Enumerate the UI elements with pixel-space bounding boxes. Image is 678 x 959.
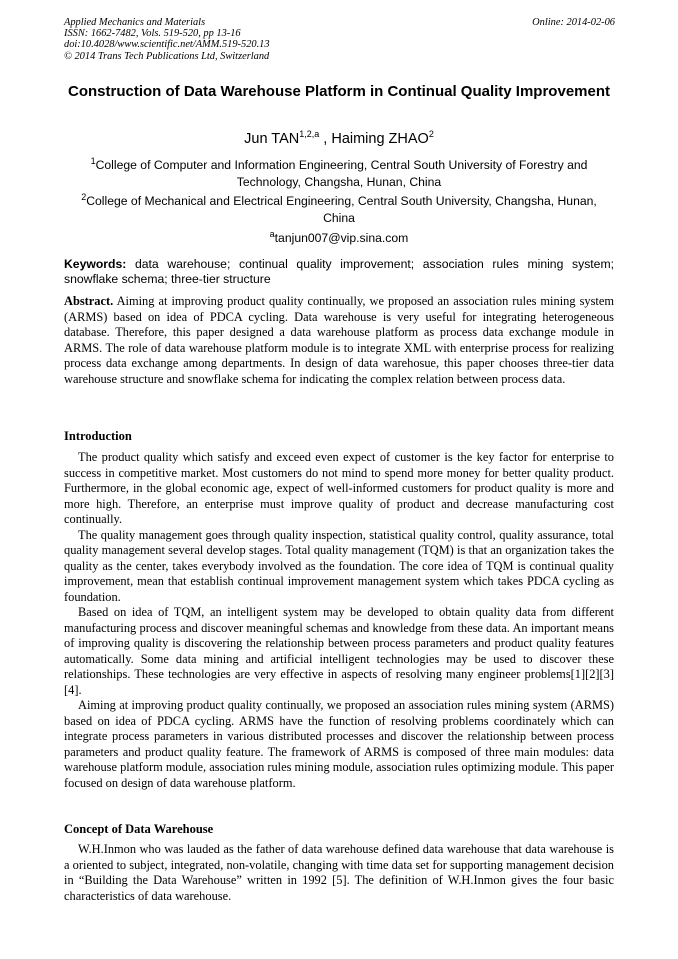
author-2-affiliation-marks: 2 [428,129,434,140]
author-1-affiliation-marks: 1,2,a [299,129,320,140]
intro-paragraph-3: Based on idea of TQM, an intelligent system may be developed to obtain quality data from different manufacturing process and discover meaningful schemas and knowledge from these data. An important means of improving quality is discovering the relationship between process parameters and product quality features automatically. Some data mining and artificial intelligent technologies may be used to discover these relationships. These technologies are very effective in aspects of resolving many engineer problems[1][2][3][4]. [64,605,614,697]
doi-line: doi:10.4028/www.scientific.net/AMM.519-520.13 [64,39,270,51]
author-email [64,230,614,246]
abstract-text: Aiming at improving product quality continually, we proposed an association rules mining system (ARMS) based on idea of PDCA cycling. Data warehouse is very useful for integrating heterogeneous database. Therefore, this paper designed a data warehouse platform as process data exchange module in ARMS. The role of data warehouse platform module is to integrate XML with enterprise process for realizing process data exchange among departments. In design of data warehosue, this paper chooses three-tier data warehouse structure and snowflake schema for indicating the complex relation between process data. [64,294,614,386]
keywords-text: data warehouse; continual quality improvement; association rules mining system; snowflake schema; three-tier structure [64,257,614,286]
abstract-label: Abstract. [64,294,114,308]
affiliation-1 [64,157,614,190]
concept-body [64,842,614,904]
author-1: Jun TAN [244,131,300,147]
author-separator: , [319,131,332,147]
keywords [64,257,614,287]
intro-paragraph-1: The product quality which satisfy and exceed even expect of customer is the key factor for enterprise to success in competitive market. Most customers do not mind to spend more money for better quality product. Furthermore, in the global economic age, expect of well-informed customers for product quality is more and more high. Therefore, an enterprise must improve quality of product and decrease manufacturing cost continually. [64,450,614,526]
affiliation-2-mark: 2 [81,191,87,202]
keywords-label: Keywords: [64,257,127,271]
affiliation-1-mark: 1 [90,155,96,166]
concept-heading: Concept of Data Warehouse [64,822,214,836]
author-line [64,130,614,148]
online-date: Online: 2014-02-06 [532,17,615,28]
journal-header [64,17,444,62]
affiliation-1-text: College of Computer and Information Engineering, Central South University of Forestry and Technology, Changsha, Hunan, China [95,158,588,189]
paper-title: Construction of Data Warehouse Platform in Continual Quality Improvement [68,83,610,100]
issn-line: ISSN: 1662-7482, Vols. 519-520, pp 13-16 [64,28,241,40]
affiliation-2 [64,193,614,226]
journal-name: Applied Mechanics and Materials [64,17,206,28]
abstract [64,294,614,387]
email-address: tanjun007@vip.sina.com [274,231,409,245]
affiliation-2-text: College of Mechanical and Electrical Engineering, Central South University, Changsha, Hunan, China [86,194,597,225]
copyright-line: © 2014 Trans Tech Publications Ltd, Switzerland [64,50,270,62]
introduction-heading: Introduction [64,429,132,443]
intro-paragraph-4: Aiming at improving product quality continually, we proposed an association rules mining system (ARMS) based on idea of PDCA cycling. ARMS have the function of resolving problems coordinately which can integrate process parameters in various distributed processes and discover the relationship between process parameters and product quality feature. The framework of ARMS is composed of three main modules: data warehouse platform module, association rules mining module, association rules optimizing module. This paper focused on design of data warehouse platform. [64,698,615,790]
author-2: Haiming ZHAO [331,131,429,147]
introduction-body [64,450,614,791]
email-mark: a [269,228,275,239]
concept-paragraph-1: W.H.Inmon who was lauded as the father of data warehouse defined data warehouse that data warehouse is a oriented to subject, integrated, non-volatile, changing with time data set for supporting management decision in “Building the Data Warehouse” written in 1992 [5]. The definition of W.H.Inmon gives the four basic characteristics of data warehouse. [64,842,614,903]
intro-paragraph-2: The quality management goes through quality inspection, statistical quality control, quality assurance, total quality management several develop stages. Total quality management (TQM) is that an organization takes the quality as the center, takes everybody involved as the foundation. The core idea of TQM is continual quality improvement, mean that establish continual improvement management system which takes PDCA cycling as foundation. [64,527,614,604]
